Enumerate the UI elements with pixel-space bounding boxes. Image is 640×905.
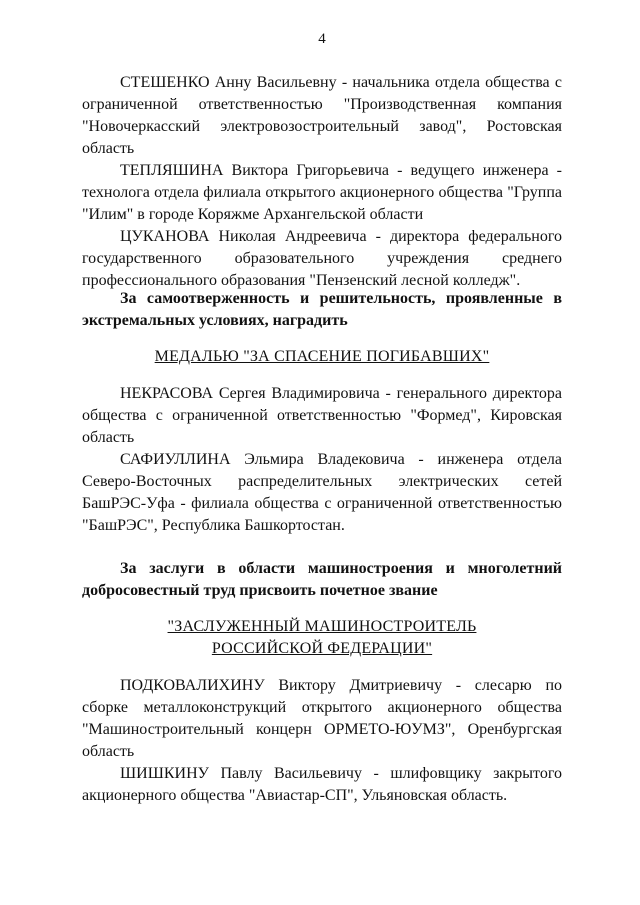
- award-heading-2: [82, 616, 562, 660]
- honorary-title-line-1: "ЗАСЛУЖЕННЫЙ МАШИНОСТРОИТЕЛЬ: [167, 618, 477, 635]
- decree-statement-1: [82, 288, 562, 332]
- awardee-paragraph: ТЕПЛЯШИНА Виктора Григорьевича - ведущего инженера - технолога отдела филиала открытого акционерного общества "Группа "Илим" в городе Коряжме Архангельской области: [82, 162, 562, 223]
- awardees-list-1: [82, 72, 562, 292]
- awardees-list-3: [82, 675, 562, 807]
- decree-text: За самоотверженность и решительность, проявленные в экстремальных условиях, наградить: [82, 290, 562, 329]
- honorary-title-line-2: РОССИЙСКОЙ ФЕДЕРАЦИИ": [211, 640, 433, 657]
- medal-title: МЕДАЛЬЮ "ЗА СПАСЕНИЕ ПОГИБАВШИХ": [154, 348, 490, 365]
- awardee-paragraph: ЦУКАНОВА Николая Андреевича - директора федерального государственного образовательного учреждения среднего профессионального образования "Пензенский лесной колледж".: [82, 228, 562, 289]
- decree-statement-2: [82, 558, 562, 602]
- awardee-paragraph: СТЕШЕНКО Анну Васильевну - начальника отдела общества с ограниченной ответственностью "Производственная компания "Новочеркасский электровозостроительный завод", Ростовская область: [82, 74, 562, 157]
- page-number: 4: [318, 31, 326, 47]
- awardee-paragraph: ШИШКИНУ Павлу Васильевичу - шлифовщику закрытого акционерного общества "Авиастар-СП", Ульяновская область.: [82, 765, 562, 804]
- award-heading-1: [82, 346, 562, 368]
- awardees-list-2: [82, 383, 562, 537]
- awardee-paragraph: САФИУЛЛИНА Эльмира Владековича - инженера отдела Северо-Восточных распределительных электрических сетей БашРЭС-Уфа - филиала общества с ограниченной ответственностью "БашРЭС", Республика Башкортостан.: [82, 451, 562, 534]
- awardee-paragraph: ПОДКОВАЛИХИНУ Виктору Дмитриевичу - слесарю по сборке металлоконструкций открытого акционерного общества "Машиностроительный концерн ОРМЕТО-ЮУМЗ", Оренбургская область: [82, 677, 562, 760]
- awardee-paragraph: НЕКРАСОВА Сергея Владимировича - генерального директора общества с ограниченной ответственностью "Формед", Кировская область: [82, 385, 562, 446]
- decree-text: За заслуги в области машиностроения и многолетний добросовестный труд присвоить почетное звание: [82, 560, 562, 599]
